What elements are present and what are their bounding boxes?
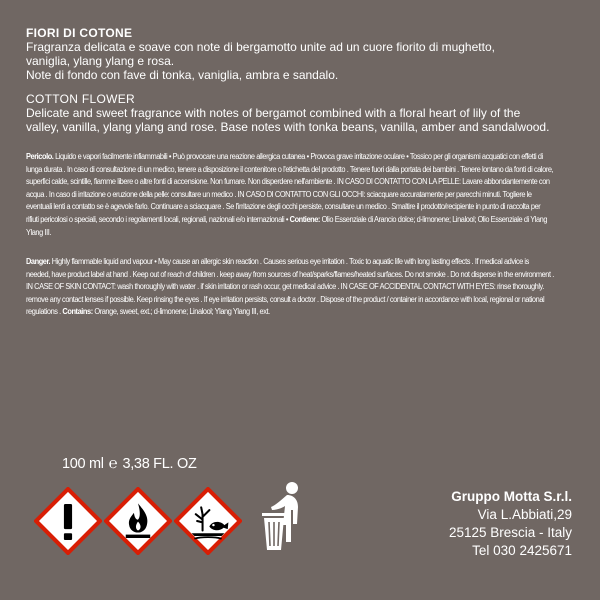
environment-icon bbox=[174, 487, 242, 555]
italian-contains-label: Contiene: bbox=[289, 214, 320, 224]
english-line-1: Delicate and sweet fragrance with notes of bergamot combined with a floral heart of lily of the bbox=[26, 106, 521, 120]
italian-contains: Olio Essenziale di Arancio dolce; d-limonene; Linalool; Olio Essenziale di Ylang Ylang III. bbox=[26, 214, 548, 237]
company-name: Gruppo Motta S.r.l. bbox=[451, 489, 572, 504]
english-hazard-text bbox=[26, 256, 554, 319]
italian-hazard-text bbox=[26, 151, 554, 239]
english-hazard-label: Danger. bbox=[26, 257, 51, 266]
flame-icon bbox=[104, 487, 172, 555]
english-description bbox=[26, 92, 586, 134]
tidy-man-trash-icon bbox=[254, 480, 312, 558]
english-contains-label: Contains: bbox=[62, 307, 93, 317]
italian-hazard-body: Liquido e vapori facilmente infiammabili • Può provocare una reazione allergica cutanea • Provoca grave irritazione oculare • Tossico per gli organismi acquatici con effetti di lunga durata . In caso di consultazione di un medico, tenere a disposizione il contenitore o l'etichetta del prodotto . Tenere fuori dalla portata dei bambini . Tenere lontano da fonti di calore, superfici calde, scintille, fiamme libere o altre fonti di accensione. Non fumare. Non disperdere nell'ambiente . IN CASO DI CONTATTO CON LA PELLE: Lavare abbondantemente con acqua . In caso di irritazione o eruzione della pelle: consultare un medico . IN CASO DI CONTATTO CON GLI OCCHI: sciacquare accuratamente per parecchi minuti. Togliere le eventuali lenti a contatto se è agevole farlo. Continuare a sciacquare . Se l'irritazione degli occhi persiste, consultare un medico . Smaltire il prodotto/recipiente in punto di raccolta per rifiuti pericolosi o speciali, secondo i regolamenti locali, regionali, nazionali e/o internazionali • bbox=[26, 152, 554, 224]
english-hazard-body: Highly flammable liquid and vapour • May cause an allergic skin reaction . Causes serious eye irritation . Toxic to aquatic life with long lasting effects . If medical advice is needed, have product label at hand . Keep out of reach of children . keep away from sources of heat/sparks/flames/heated surfaces. Do not smoke . Do not disperse in the environment . IN CASE OF SKIN CONTACT: wash thoroughly with water . if skin irritation or rash occur, get medical advice . IN CASE OF ACCIDENTAL CONTACT WITH EYES: rinse thoroughly. remove any contact lenses if possible. Keep rinsing the eyes . If eye irritation persists, consult a doctor . Dispose of the product / container in accordance with local, regional or national regulations . bbox=[26, 257, 554, 317]
english-contains: Orange, sweet, ext.; d-limonene; Linalool; Ylang Ylang III, ext. bbox=[92, 307, 270, 317]
italian-description bbox=[26, 26, 586, 82]
english-line-2: valley, vanilla, ylang ylang and rose. Base notes with tonka beans, vanilla, amber and sandalwood. bbox=[26, 120, 550, 134]
company-phone: Tel 030 2425671 bbox=[472, 543, 572, 558]
company-city: 25125 Brescia - Italy bbox=[448, 525, 572, 540]
exclamation-mark-icon bbox=[34, 487, 102, 555]
volume-info bbox=[62, 456, 197, 472]
volume-floz: 3,38 FL. OZ bbox=[122, 456, 197, 472]
italian-title: FIORI DI COTONE bbox=[26, 26, 133, 40]
company-address: Via L.Abbiati,29 bbox=[477, 507, 572, 522]
volume-ml: 100 ml bbox=[62, 456, 104, 472]
company-info bbox=[449, 488, 572, 560]
english-title: COTTON FLOWER bbox=[26, 92, 136, 106]
italian-line-3: Note di fondo con fave di tonka, vaniglia, ambra e sandalo. bbox=[26, 68, 339, 82]
italian-line-1: Fragranza delicata e soave con note di bergamotto unite ad un cuore fiorito di mughetto, bbox=[26, 40, 495, 54]
ghs-pictograms bbox=[34, 487, 242, 555]
estimated-sign-icon: ℮ bbox=[108, 455, 118, 472]
italian-hazard-label: Pericolo. bbox=[26, 152, 54, 161]
italian-line-2: vaniglia, ylang ylang e rosa. bbox=[26, 54, 175, 68]
